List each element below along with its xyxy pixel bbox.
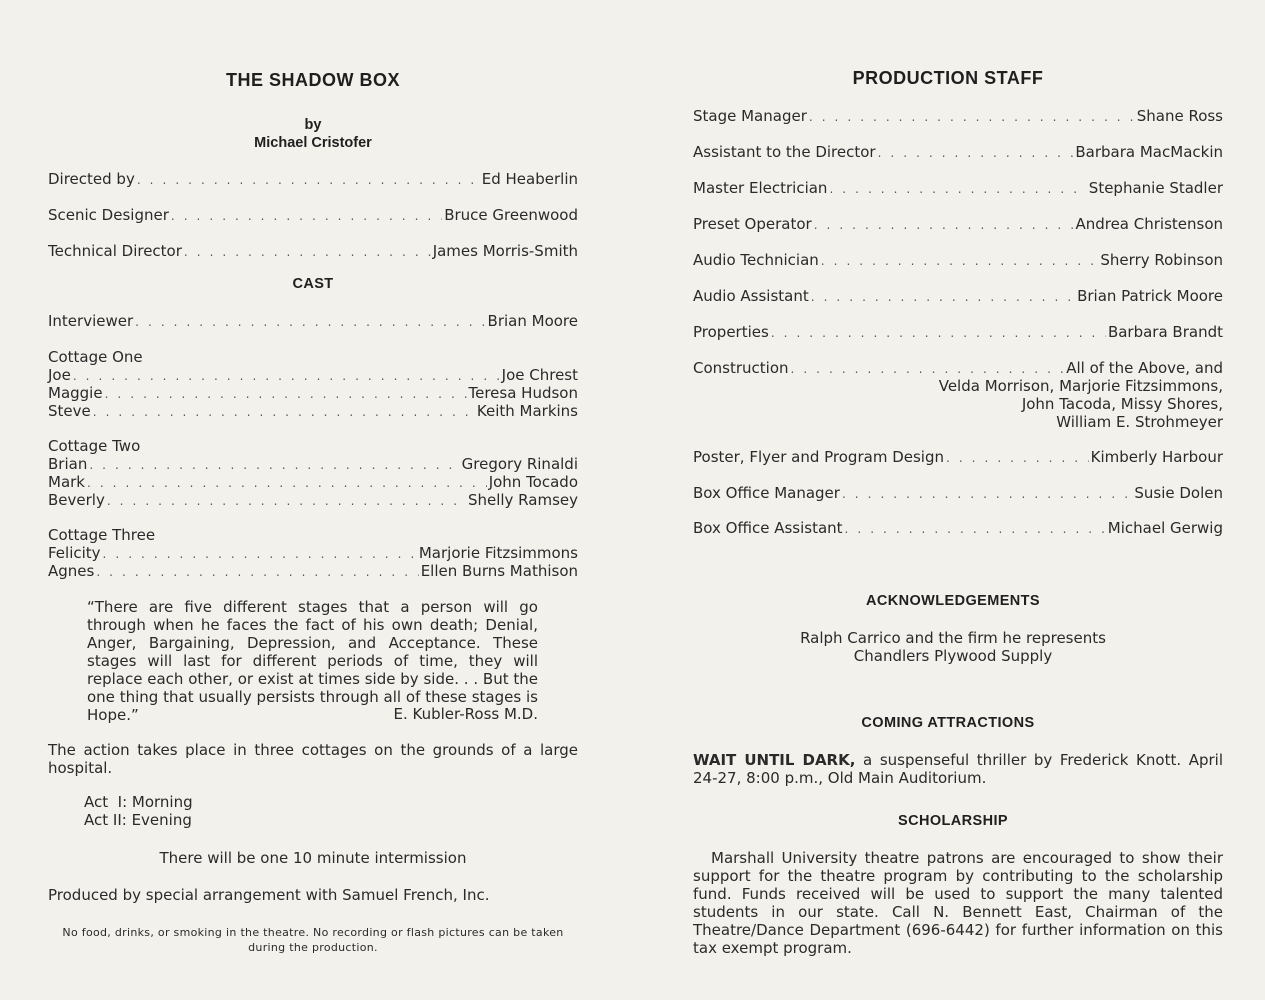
- staff-role: Poster, Flyer and Program Design: [693, 448, 944, 466]
- ack-line: Chandlers Plywood Supply: [853, 647, 1053, 665]
- staff-name: Sherry Robinson: [1100, 251, 1223, 269]
- act-one: Act I: Morning: [84, 793, 193, 811]
- cast-name: Marjorie Fitzsimmons: [418, 544, 578, 562]
- staff-role: Master Electrician: [693, 179, 828, 197]
- cast-row: [48, 366, 578, 385]
- cast-role: Interviewer: [48, 312, 134, 330]
- construction-crew-line: John Tacoda, Missy Shores,: [1021, 395, 1223, 413]
- staff-role: Properties: [693, 323, 769, 341]
- staff-name: All of the Above, and: [1066, 359, 1223, 377]
- left-page: [48, 0, 578, 1000]
- cast-row: [48, 312, 578, 331]
- credit-name: Bruce Greenwood: [444, 206, 578, 224]
- staff-role: Preset Operator: [693, 215, 812, 233]
- staff-role: Construction: [693, 359, 789, 377]
- cast-row: [48, 562, 578, 581]
- cottage-three-label: Cottage Three: [48, 526, 156, 544]
- theatre-notice-line2: during the production.: [248, 941, 378, 954]
- cast-role: Mark: [48, 473, 85, 491]
- staff-role: Audio Technician: [693, 251, 819, 269]
- cast-role: Joe: [48, 366, 71, 384]
- cast-row: [48, 384, 578, 403]
- right-page: [693, 0, 1223, 1000]
- credit-role: Scenic Designer: [48, 206, 169, 224]
- by-line: by: [304, 117, 322, 133]
- cottage-one-label: Cottage One: [48, 348, 143, 366]
- cast-role: Brian: [48, 455, 88, 473]
- coming-show-details: a suspenseful thriller by Frederick Knott. April 24-27, 8:00 p.m., Old Main Auditorium.: [693, 751, 1223, 787]
- credit-name: Ed Heaberlin: [481, 170, 578, 188]
- staff-row: [693, 143, 1223, 162]
- scholarship-heading: SCHOLARSHIP: [898, 813, 1008, 829]
- cast-name: Gregory Rinaldi: [461, 455, 578, 473]
- cast-heading: CAST: [292, 276, 334, 292]
- cast-row: [48, 402, 578, 421]
- staff-role: Audio Assistant: [693, 287, 809, 305]
- cast-role: Maggie: [48, 384, 103, 402]
- staff-name: Kimberly Harbour: [1090, 448, 1223, 466]
- staff-name: Barbara Brandt: [1107, 323, 1223, 341]
- theatre-notice-line1: No food, drinks, or smoking in the theatre. No recording or flash pictures can be taken: [62, 926, 564, 939]
- credit-row: [48, 242, 578, 261]
- staff-row: [693, 359, 1223, 378]
- staff-name: Michael Gerwig: [1107, 519, 1223, 537]
- cast-name: Ellen Burns Mathison: [420, 562, 578, 580]
- cast-row: [48, 455, 578, 474]
- credit-row: [48, 206, 578, 225]
- coming-attractions-heading: COMING ATTRACTIONS: [861, 715, 1035, 731]
- staff-role: Box Office Manager: [693, 484, 840, 502]
- cast-row: [48, 473, 578, 492]
- staff-row: [693, 323, 1223, 342]
- production-staff-title: PRODUCTION STAFF: [852, 68, 1044, 88]
- cast-name: Brian Moore: [487, 312, 578, 330]
- scholarship-text: Marshall University theatre patrons are encouraged to show their support for the theatre program by contributing to the scholarship fund. Funds received will be used to support the many talented students in our state. Call N. Bennett East, Chairman of the Theatre/Dance Department (696-6442) for further information on this tax exempt program.: [693, 849, 1223, 957]
- credit-role: Technical Director: [48, 242, 182, 260]
- staff-name: Barbara MacMackin: [1075, 143, 1223, 161]
- cast-name: Teresa Hudson: [468, 384, 578, 402]
- staff-name: Andrea Christenson: [1075, 215, 1223, 233]
- ack-line: Ralph Carrico and the firm he represents: [800, 629, 1106, 647]
- quote-author: E. Kubler-Ross M.D.: [393, 705, 538, 723]
- staff-row: [693, 179, 1223, 198]
- kubler-ross-quote: “There are five different stages that a person will go through when he faces the fact of his own death; Denial, Anger, Bargaining, Depression, and Acceptance. These stages will last for different periods of time, they will replace each other, or exist at times side by side. . . But the one thing that usually persists through all of these stages is Hope.”: [87, 598, 538, 724]
- staff-name: Susie Dolen: [1134, 484, 1223, 502]
- cast-role: Steve: [48, 402, 91, 420]
- credit-role: Directed by: [48, 170, 135, 188]
- act-two: Act II: Evening: [84, 811, 192, 829]
- acknowledgements-heading: ACKNOWLEDGEMENTS: [866, 593, 1040, 609]
- playwright: Michael Cristofer: [254, 135, 372, 151]
- play-title: THE SHADOW BOX: [225, 70, 400, 90]
- cast-role: Felicity: [48, 544, 101, 562]
- staff-row: [693, 448, 1223, 467]
- cast-role: Beverly: [48, 491, 105, 509]
- staff-row: [693, 484, 1223, 503]
- credit-row: [48, 170, 578, 189]
- cast-name: Keith Markins: [476, 402, 578, 420]
- staff-row: [693, 519, 1223, 538]
- construction-crew-line: Velda Morrison, Marjorie Fitzsimmons,: [938, 377, 1223, 395]
- staff-row: [693, 107, 1223, 126]
- cottage-two-label: Cottage Two: [48, 437, 141, 455]
- staff-name: Stephanie Stadler: [1088, 179, 1223, 197]
- intermission-text: There will be one 10 minute intermission: [159, 849, 467, 867]
- cast-name: John Tocado: [488, 473, 578, 491]
- staff-name: Brian Patrick Moore: [1077, 287, 1223, 305]
- staff-row: [693, 287, 1223, 306]
- staff-row: [693, 251, 1223, 270]
- coming-attractions-text: [693, 751, 1223, 787]
- coming-show-title: WAIT UNTIL DARK,: [693, 751, 856, 769]
- construction-crew-line: William E. Strohmeyer: [1056, 413, 1223, 431]
- cast-name: Shelly Ramsey: [467, 491, 578, 509]
- staff-row: [693, 215, 1223, 234]
- staff-name: Shane Ross: [1136, 107, 1223, 125]
- arrangement-text: Produced by special arrangement with Samuel French, Inc.: [48, 886, 490, 904]
- cast-name: Joe Chrest: [501, 366, 578, 384]
- staff-role: Box Office Assistant: [693, 519, 843, 537]
- credit-name: James Morris-Smith: [432, 242, 578, 260]
- staff-role: Assistant to the Director: [693, 143, 876, 161]
- cast-row: [48, 491, 578, 510]
- cast-row: [48, 544, 578, 563]
- setting-text: The action takes place in three cottages on the grounds of a large hospital.: [48, 741, 578, 777]
- cast-role: Agnes: [48, 562, 95, 580]
- staff-role: Stage Manager: [693, 107, 807, 125]
